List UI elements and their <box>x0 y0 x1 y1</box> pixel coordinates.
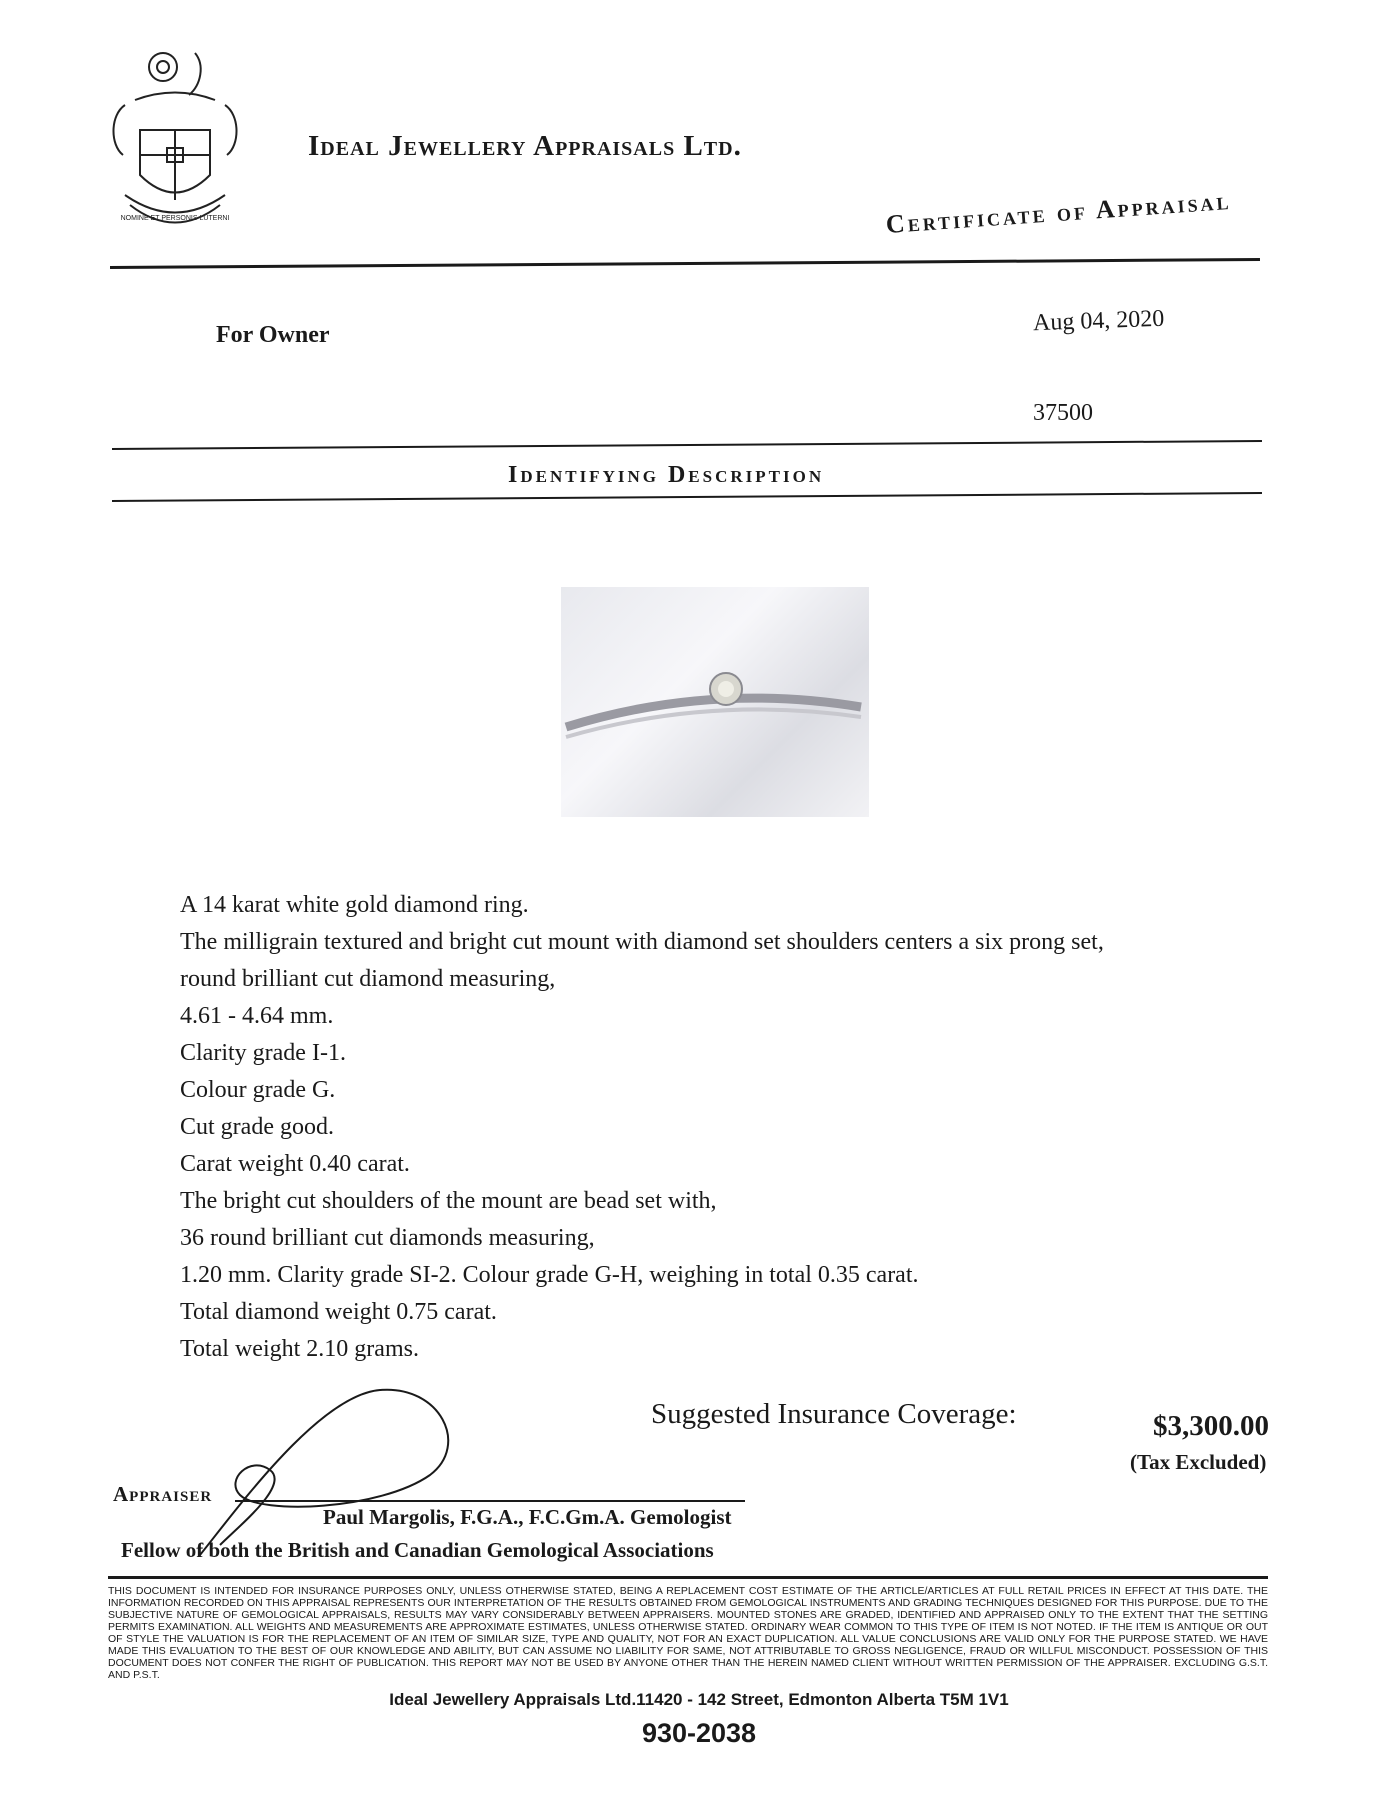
legal-disclaimer: THIS DOCUMENT IS INTENDED FOR INSURANCE PURPOSES ONLY, UNLESS OTHERWISE STATED, BEING A REPLACEMENT COST ESTIMATE OF THE ARTICLE/ARTICLES AT FULL RETAIL PRICES IN EFFECT AT THIS DATE. THE INFORMATION RECORDED ON THIS APPRAISAL REPRESENTS OUR INTERPRETATION OF THE RESULTS OBTAINED FROM GEMOLOGICAL INSTRUMENTS AND GRADING TECHNIQUES DESIGNED FOR THIS PURPOSE. DUE TO THE SUBJECTIVE NATURE OF GEMOLOGICAL APPRAISALS, RESULTS MAY VARY CONSIDERABLY BETWEEN APPRAISERS. MOUNTED STONES ARE GRADED, IDENTIFIED AND APPRAISED ONLY TO THE EXTENT THAT THE SETTING PERMITS EXAMINATION. ALL WEIGHTS AND MEASUREMENTS ARE APPROXIMATE ESTIMATES, UNLESS OTHERWISE STATED. ORDINARY WEAR COMMON TO THIS TYPE OF ITEM IS NOT NOTED. IF THE ITEM IS ANTIQUE OR OUT OF STYLE THE VALUATION IS FOR THE REPLACEMENT OF AN ITEM OF SIMILAR SIZE, TYPE AND QUALITY, NOT FOR AN EXACT DUPLICATION. ALL VALUE CONCLUSIONS ARE VALID ONLY FOR THE PURPOSE STATED. WE HAVE MADE THIS EVALUATION TO THE BEST OF OUR KNOWLEDGE AND ABILITY, BUT CAN ASSUME NO LIABILITY FOR SAME, NOT ATTRIBUTABLE TO GROSS NEGLIGENCE, FRAUD OR WILLFUL MISCONDUCT. POSSESSION OF THIS DOCUMENT DOES NOT CONFER THE RIGHT OF PUBLICATION. THIS REPORT MAY NOT BE USED BY ANYONE OTHER THAN THE HEREIN NAMED CLIENT WITHOUT WRITTEN PERMISSION OF THE APPRAISER. EXCLUDING G.S.T. AND P.S.T. <box>108 1585 1268 1681</box>
ring-photo <box>561 587 869 817</box>
header-rule <box>110 258 1260 269</box>
company-name: Ideal Jewellery Appraisals Ltd. <box>308 130 742 162</box>
description-line: 4.61 - 4.64 mm. <box>180 1003 334 1029</box>
description-line: Colour grade G. <box>180 1077 336 1103</box>
section-title: Identifying Description <box>508 462 825 488</box>
insurance-label: Suggested Insurance Coverage: <box>651 1398 1017 1430</box>
section-rule-bottom <box>112 492 1262 502</box>
appraisal-date: Aug 04, 2020 <box>1032 305 1165 337</box>
appraiser-credentials: Fellow of both the British and Canadian Gemological Associations <box>121 1538 714 1562</box>
description-line: Clarity grade I-1. <box>180 1040 346 1066</box>
description-block <box>180 887 1260 1368</box>
description-line: Total weight 2.10 grams. <box>180 1336 419 1362</box>
certificate-title: Certificate of Appraisal <box>884 185 1233 240</box>
footer-phone: 930-2038 <box>641 1718 757 1748</box>
appraisal-number: 37500 <box>1033 400 1093 426</box>
tax-note: (Tax Excluded) <box>1130 1450 1267 1474</box>
insurance-value: $3,300.00 <box>1153 1410 1269 1442</box>
owner-label: For Owner <box>216 322 330 348</box>
description-line: A 14 karat white gold diamond ring. <box>180 892 529 918</box>
description-line: The milligrain textured and bright cut mount with diamond set shoulders centers a six prong set, <box>180 929 1104 955</box>
section-rule-top <box>112 440 1262 450</box>
crest-motto: NOMINE ET PERSONIS LUTERNI <box>120 215 230 222</box>
footer-address: Ideal Jewellery Appraisals Ltd.11420 - 142 Street, Edmonton Alberta T5M 1V1 <box>389 1690 1009 1709</box>
description-line: Total diamond weight 0.75 carat. <box>180 1299 497 1325</box>
footer-rule <box>108 1576 1268 1579</box>
description-line: round brilliant cut diamond measuring, <box>180 966 556 992</box>
description-line: The bright cut shoulders of the mount are bead set with, <box>180 1188 717 1214</box>
description-line: 1.20 mm. Clarity grade SI-2. Colour grade G-H, weighing in total 0.35 carat. <box>180 1262 919 1288</box>
signature-line <box>235 1500 745 1502</box>
description-line: 36 round brilliant cut diamonds measuring, <box>180 1225 595 1251</box>
description-line: Carat weight 0.40 carat. <box>180 1151 410 1177</box>
coat-of-arms-logo <box>105 45 245 235</box>
appraiser-label: Appraiser <box>113 1482 213 1506</box>
ring-illustration <box>561 587 869 817</box>
appraiser-signature <box>180 1375 510 1565</box>
appraiser-name: Paul Margolis, F.G.A., F.C.Gm.A. Gemologist <box>323 1505 732 1529</box>
description-line: Cut grade good. <box>180 1114 334 1140</box>
